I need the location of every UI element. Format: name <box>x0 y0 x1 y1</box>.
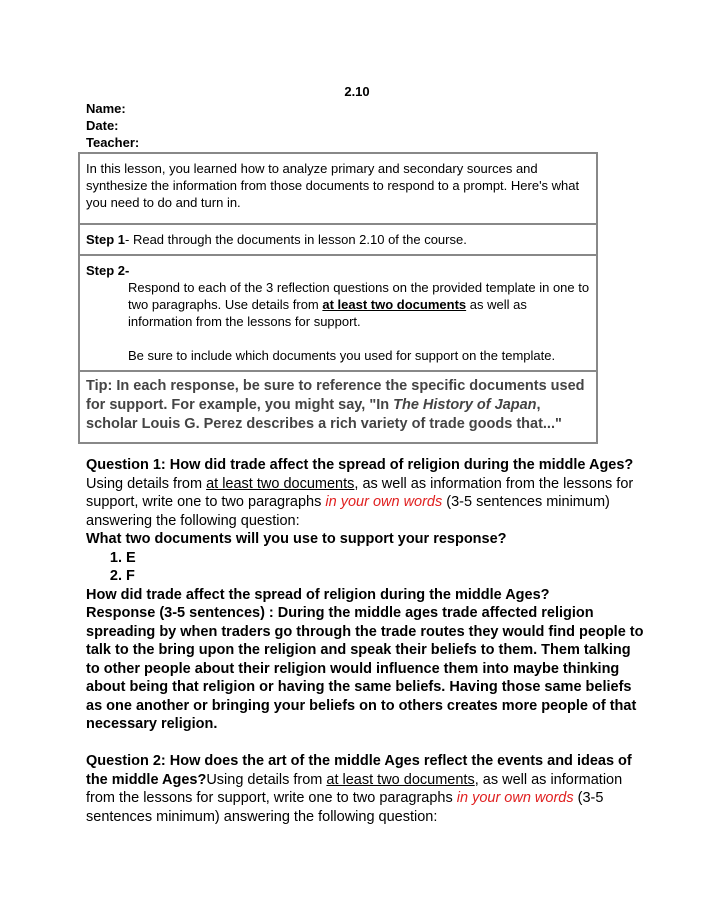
list-item: 1. E <box>126 549 646 568</box>
step1-cell <box>80 225 596 256</box>
tip-book-title: The History of Japan <box>393 397 537 413</box>
step1-text: - Read through the documents in lesson 2.10 of the course. <box>125 232 467 247</box>
q2-instr-emphasis: at least two documents <box>326 771 475 788</box>
q2-instr-e: (3-5 sentences minimum) answering the following question: <box>86 790 604 825</box>
header-fields <box>86 100 139 151</box>
page-title: 2.10 <box>344 84 370 99</box>
question-1-response: Response (3-5 sentences) : During the middle ages trade affected religion spreading by when traders go through the trade routes they would find people to talk to the bring upon the religion and speak their beliefs to them. Them talking to other people about their religion would influence them into maybe thinking about being that religion or having the same beliefs. Having those same beliefs as one another or bringing your beliefs on to others creates more people of that necessary religion. <box>86 605 644 732</box>
instructions-table <box>78 152 598 444</box>
q1-own-words: in your own words <box>325 494 443 510</box>
step2-body <box>86 279 590 364</box>
question-1-repeat: How did trade affect the spread of religion during the middle Ages? <box>86 586 550 603</box>
documents-prompt: What two documents will you use to support your response? <box>86 531 507 547</box>
name-label: Name: <box>86 101 126 116</box>
q2-instr-a: Using details from <box>206 771 327 788</box>
tip-text-c: , scholar Louis G. Perez describes a rich variety of trade goods that..." <box>86 397 562 432</box>
question-1-instructions <box>86 475 646 531</box>
intro-text: In this lesson, you learned how to analyze primary and secondary sources and synthesize the information from those documents to respond to a prompt. Here's what you need to do and turn in. <box>86 161 580 210</box>
question-2-heading: Question 2: How does the art of the middle Ages reflect the events and ideas of the middle Ages? <box>86 753 632 788</box>
list-item: 2. F <box>126 567 646 586</box>
teacher-label: Teacher: <box>86 135 140 150</box>
tip-cell <box>80 372 596 442</box>
tip-text-a: Tip: In each response, be sure to reference the specific documents used for support. For example, you might say, "In <box>86 378 585 413</box>
step2-label: Step 2- <box>86 263 130 278</box>
step2-cell <box>80 256 596 372</box>
q2-instr-c: , as well as information from the lessons for support, write one to two paragraphs <box>86 771 623 806</box>
q1-instr-emphasis: at least two documents <box>206 475 355 492</box>
date-label: Date: <box>86 118 119 133</box>
intro-cell <box>80 154 596 225</box>
question-1-section <box>86 456 646 826</box>
q1-instr-e: (3-5 sentences minimum) answering the following question: <box>86 494 610 529</box>
step1-label: Step 1 <box>86 232 126 247</box>
step2-note: Be sure to include which documents you used for support on the template. <box>128 348 556 363</box>
step2-text-a: Respond to each of the 3 reflection questions on the provided template in one to two paragraphs. Use details from <box>128 280 590 312</box>
documents-list <box>86 549 646 586</box>
step2-text-c: as well as information from the lessons for support. <box>128 297 527 329</box>
q1-instr-a: Using details from <box>86 475 207 492</box>
question-1-heading: Question 1: How did trade affect the spread of religion during the middle Ages? <box>86 457 634 473</box>
step2-emphasis: at least two documents <box>322 297 467 312</box>
q2-own-words: in your own words <box>456 790 574 806</box>
q1-instr-c: , as well as information from the lessons for support, write one to two paragraphs <box>86 475 634 510</box>
question-2-block <box>86 752 646 826</box>
